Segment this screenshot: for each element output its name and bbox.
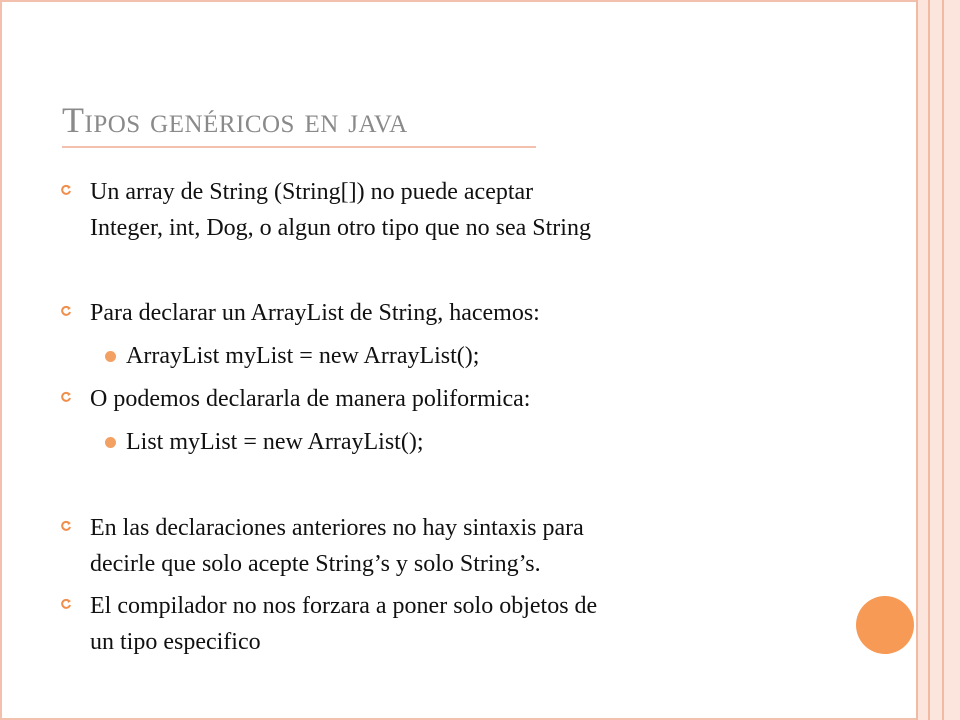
looped-arrow-bullet-icon [60, 598, 72, 610]
bullet-item [90, 174, 591, 246]
side-stripe [918, 0, 928, 720]
bullet-item [90, 295, 540, 331]
filled-circle-bullet-icon [105, 437, 116, 448]
bullet-item [90, 381, 530, 417]
bullet-line: ArrayList myList = new ArrayList(); [126, 343, 480, 369]
bullet-item [90, 588, 597, 660]
bullet-line: Integer, int, Dog, o algun otro tipo que no sea String [90, 215, 591, 241]
bullet-line: En las declaraciones anteriores no hay sintaxis para [90, 515, 584, 541]
bullet-line: Un array de String (String[]) no puede aceptar [90, 179, 534, 205]
decorative-orange-circle [856, 596, 914, 654]
sub-bullet-item [126, 338, 479, 374]
bullet-line: El compilador no nos forzara a poner solo objetos de [90, 593, 598, 619]
looped-arrow-bullet-icon [60, 520, 72, 532]
slide-title: Tipos genéricos en java [62, 100, 408, 140]
bullet-line: List myList = new ArrayList(); [126, 429, 424, 455]
looped-arrow-bullet-icon [60, 184, 72, 196]
bullet-line: O podemos declararla de manera poliformica: [90, 386, 531, 412]
bullet-item [90, 510, 584, 582]
bullet-line: decirle que solo acepte String’s y solo String’s. [90, 551, 541, 577]
filled-circle-bullet-icon [105, 351, 116, 362]
side-stripe [944, 0, 960, 720]
bullet-line: Para declarar un ArrayList de String, hacemos: [90, 300, 540, 326]
title-underline [62, 146, 536, 148]
looped-arrow-bullet-icon [60, 305, 72, 317]
side-stripe [930, 0, 942, 720]
sub-bullet-item [126, 424, 424, 460]
bullet-line: un tipo especifico [90, 629, 261, 655]
looped-arrow-bullet-icon [60, 391, 72, 403]
